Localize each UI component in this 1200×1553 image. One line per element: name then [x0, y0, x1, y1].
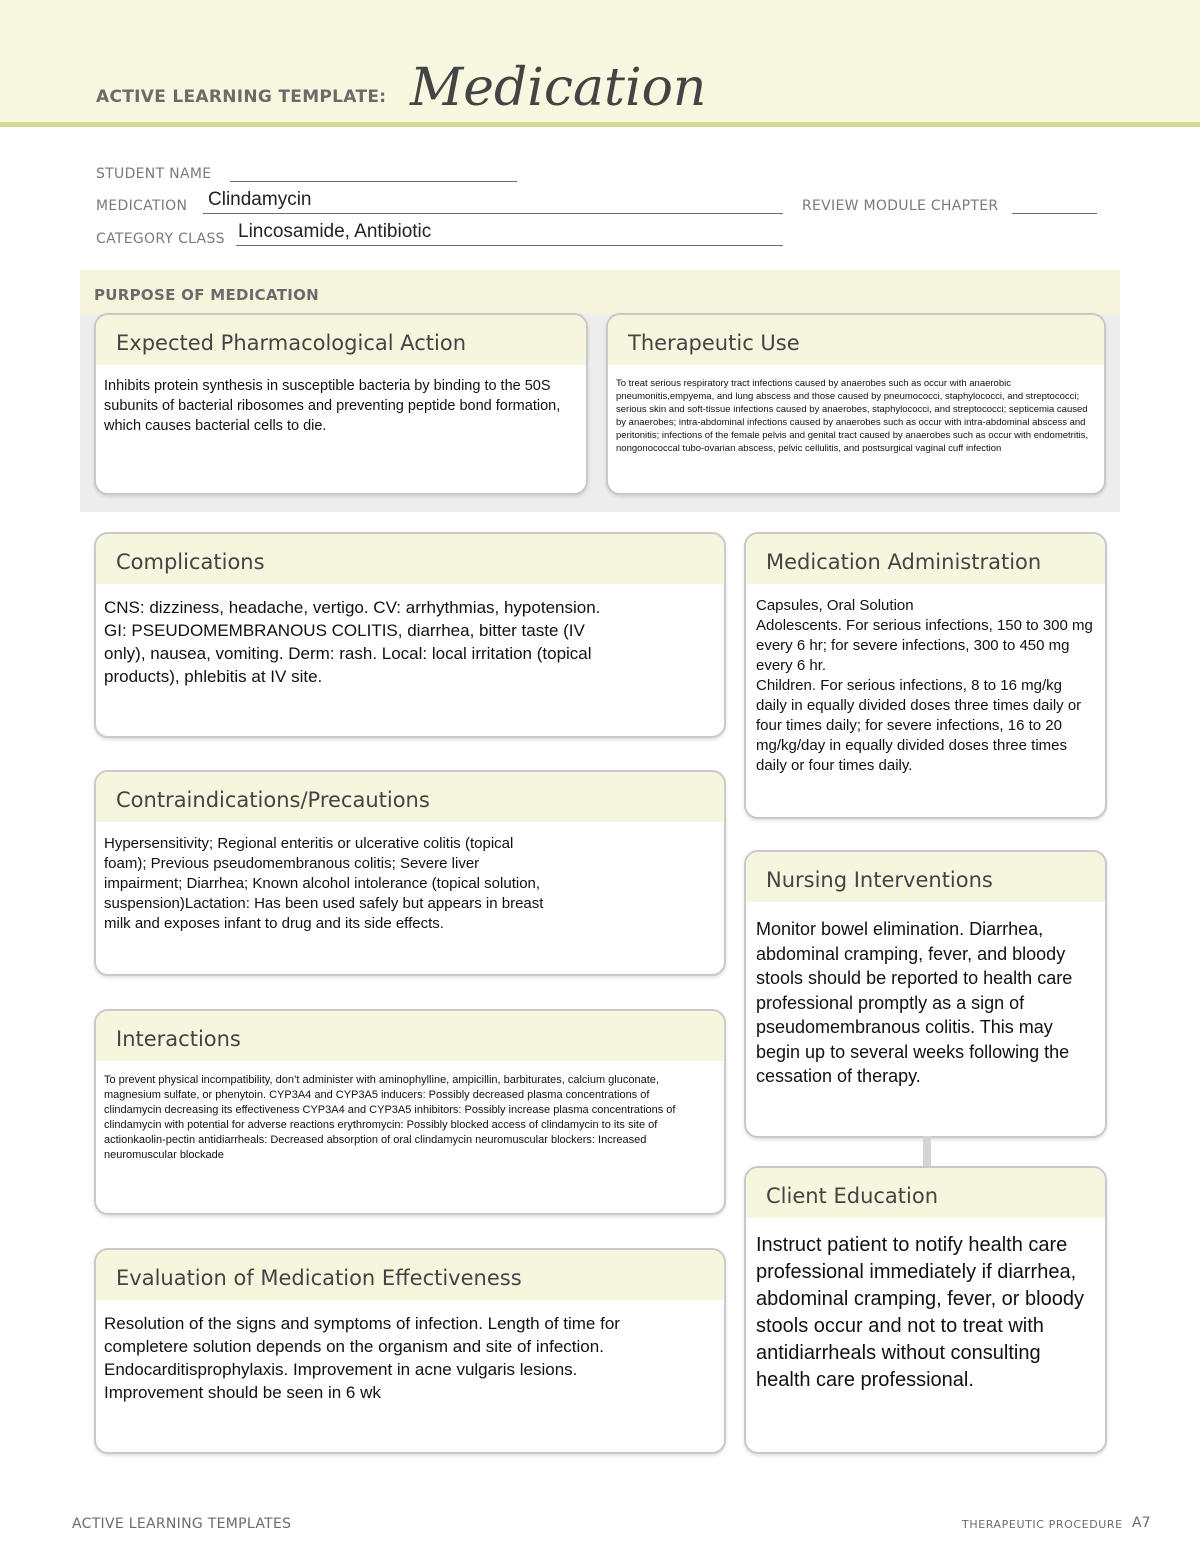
nursing-interventions-title: Nursing Interventions	[746, 852, 1105, 902]
evaluation-box	[94, 1248, 726, 1454]
expected-action-box	[94, 313, 588, 495]
contraindications-box	[94, 770, 726, 976]
interactions-box	[94, 1009, 726, 1215]
contraindications-text[interactable]: Hypersensitivity; Regional enteritis or ulcerative colitis (topical foam); Previous pseudomembranous colitis; Severe liver impairment; Diarrhea; Known alcohol intolerance (topical solution, suspension)Lactation: Has been used safely but appears in breast milk and exposes infant to drug and its side effects.	[104, 835, 544, 932]
category-class-label: CATEGORY CLASS	[96, 231, 225, 247]
administration-line-3[interactable]: Children. For serious infections, 8 to 16 mg/kg daily in equally divided doses three times daily or four times daily; for severe infections, 16 to 20 mg/kg/day in equally divided doses three times daily or four times daily.	[756, 677, 1082, 774]
header-rule	[0, 122, 1200, 127]
category-class-line	[236, 245, 783, 246]
evaluation-text[interactable]: Resolution of the signs and symptoms of infection. Length of time for completere solution depends on the organism and site of infection. Endocarditisprophylaxis. Improvement in acne vulgaris lesions. Improvement should be seen in 6 wk	[104, 1314, 620, 1402]
medication-line	[203, 213, 783, 214]
client-education-title: Client Education	[746, 1168, 1105, 1218]
student-name-label: STUDENT NAME	[96, 166, 212, 182]
therapeutic-use-title: Therapeutic Use	[608, 315, 1104, 365]
administration-body	[746, 584, 1105, 776]
therapeutic-use-box	[606, 313, 1106, 495]
medication-field[interactable]: Clindamycin	[208, 189, 312, 210]
complications-text[interactable]: CNS: dizziness, headache, vertigo. CV: arrhythmias, hypotension. GI: PSEUDOMEMBRANOUS COLITIS, diarrhea, bitter taste (IV only), nausea, vomiting. Derm: rash. Local: local irritation (topical products), phlebitis at IV site.	[104, 598, 601, 686]
administration-box	[744, 532, 1107, 819]
administration-line-1[interactable]: Capsules, Oral Solution	[756, 597, 914, 614]
template-label: ACTIVE LEARNING TEMPLATE:	[96, 87, 387, 107]
template-title: Medication	[410, 58, 707, 118]
category-class-field[interactable]: Lincosamide, Antibiotic	[238, 221, 432, 242]
review-module-label: REVIEW MODULE CHAPTER	[802, 198, 999, 214]
purpose-label: PURPOSE OF MEDICATION	[94, 286, 320, 304]
student-name-line	[230, 181, 517, 182]
expected-action-title: Expected Pharmacological Action	[96, 315, 586, 365]
nursing-interventions-box	[744, 850, 1107, 1138]
administration-line-2[interactable]: Adolescents. For serious infections, 150 to 300 mg every 6 hr; for severe infections, 300 to 450 mg every 6 hr.	[756, 617, 1093, 674]
review-module-line	[1012, 213, 1097, 214]
footer-left: ACTIVE LEARNING TEMPLATES	[72, 1516, 292, 1532]
footer-right: THERAPEUTIC PROCEDURE	[962, 1518, 1123, 1531]
medication-label: MEDICATION	[96, 198, 188, 214]
interactions-title: Interactions	[96, 1011, 724, 1061]
contraindications-title: Contraindications/Precautions	[96, 772, 724, 822]
page-number: A7	[1132, 1515, 1151, 1531]
administration-title: Medication Administration	[746, 534, 1105, 584]
client-education-box	[744, 1166, 1107, 1454]
interactions-text[interactable]: To prevent physical incompatibility, don’t administer with aminophylline, ampicillin, barbiturates, calcium gluconate, magnesium sulfate, or phenytoin. CYP3A4 and CYP3A5 inducers: Possibly decreased plasma concentrations of clindamycin decreasing its effectiveness CYP3A4 and CYP3A5 inhibitors: Possibly increase plasma concentrations of clindamycin with potential for adverse reactions erythromycin: Possibly blocked access of clindamycin to its site of actionkaolin-pectin antidiarrheals: Decreased absorption of oral clindamycin neuromuscular blockers: Increased neuromuscular blockade	[104, 1074, 676, 1161]
complications-title: Complications	[96, 534, 724, 584]
nursing-interventions-text[interactable]: Monitor bowel elimination. Diarrhea, abdominal cramping, fever, and bloody stools should be reported to health care professional promptly as a sign of pseudomembranous colitis. This may begin up to several weeks following the cessation of therapy.	[756, 919, 1073, 1086]
expected-action-text[interactable]: Inhibits protein synthesis in susceptible bacteria by binding to the 50S subunits of bacterial ribosomes and preventing peptide bond formation, which causes bacterial cells to die.	[104, 378, 561, 434]
connector-line	[923, 1136, 931, 1166]
therapeutic-use-text[interactable]: To treat serious respiratory tract infections caused by anaerobes such as occur with anaerobic pneumonitis,empyema, and lung abscess and those caused by pneumococci, staphylococci, and streptococci; serious skin and soft-tissue infections caused by anaerobes, staphylococci, and streptococci; septicemia caused by anaerobes; intra-abdominal infections caused by anaerobes such as occur with intra-abdominal abscess and peritonitis; infections of the female pelvis and genital tract caused by anaerobes such as occur with endometritis, nongonococcal tubo-ovarian abscess, pelvic cellulitis, and postsurgical vaginal cuff infection	[616, 378, 1089, 454]
evaluation-title: Evaluation of Medication Effectiveness	[96, 1250, 724, 1300]
complications-box	[94, 532, 726, 738]
client-education-text[interactable]: Instruct patient to notify health care professional immediately if diarrhea, abdominal cramping, fever, or bloody stools occur and not to treat with antidiarrheals without consulting health care professional.	[756, 1234, 1084, 1391]
